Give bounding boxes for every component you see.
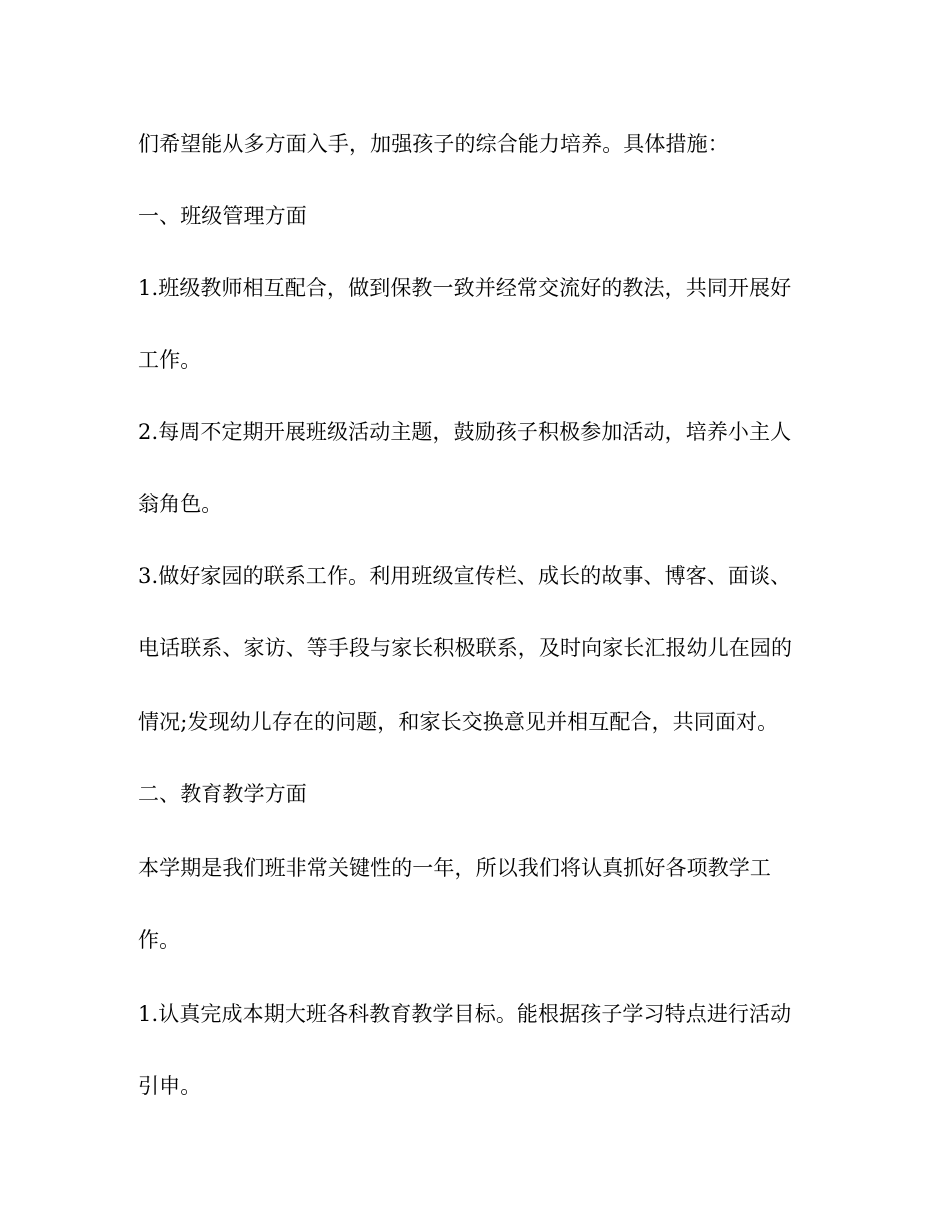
text-line: 作。	[138, 928, 181, 952]
text-line: 们希望能从多方面入手，加强孩子的综合能力培养。具体措施：	[138, 132, 729, 156]
text-line: 工作。	[138, 348, 202, 372]
section-heading: 一、班级管理方面	[138, 204, 307, 228]
text-line: 1.认真完成本期大班各科教育教学目标。能根据孩子学习特点进行活动	[138, 1002, 792, 1026]
section-heading: 二、教育教学方面	[138, 782, 307, 806]
text-line: 本学期是我们班非常关键性的一年，所以我们将认真抓好各项教学工	[138, 856, 771, 880]
text-line: 1.班级教师相互配合，做到保教一致并经常交流好的教法，共同开展好	[138, 276, 792, 300]
text-line: 3.做好家园的联系工作。利用班级宣传栏、成长的故事、博客、面谈、	[138, 564, 792, 588]
text-line: 引申。	[138, 1074, 202, 1098]
text-line: 电话联系、家访、等手段与家长积极联系，及时向家长汇报幼儿在园的	[138, 636, 793, 660]
text-line: 2.每周不定期开展班级活动主题，鼓励孩子积极参加活动，培养小主人	[138, 420, 792, 444]
text-line: 情况;发现幼儿存在的问题，和家长交换意见并相互配合，共同面对。	[138, 710, 779, 734]
text-line: 翁角色。	[138, 492, 223, 516]
